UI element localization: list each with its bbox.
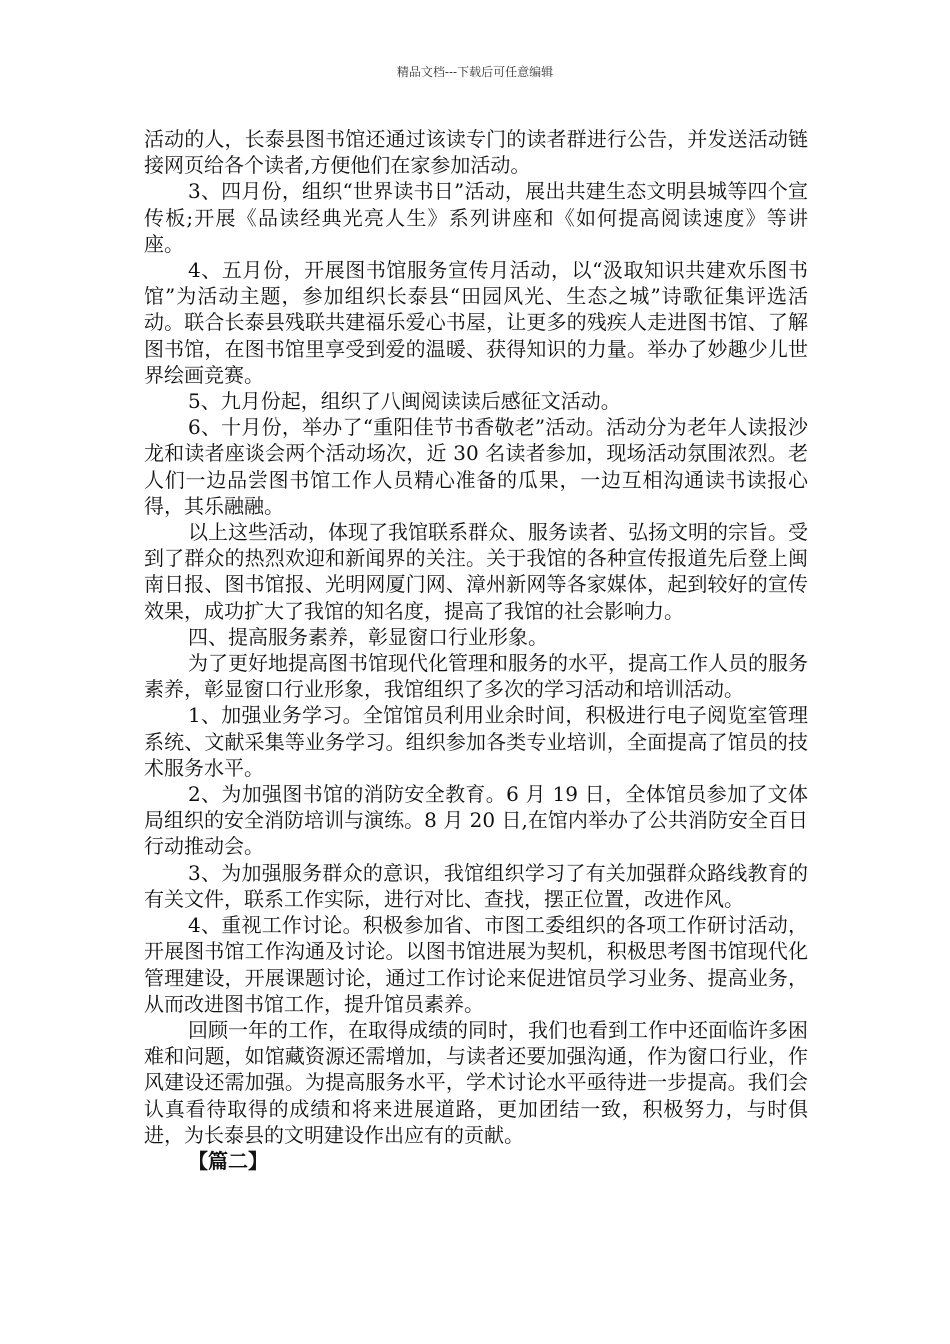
paragraph-work-discussion: 4、重视工作讨论。积极参加省、市图工委组织的各项工作研讨活动，开展图书馆工作沟通及讨论。以图书馆进展为契机，积极思考图书馆现代化管理建设，开展课题讨论，通过工作讨论来促进馆员学习业务、提高业务，从而改进图书馆工作，提升馆员素养。 — [144, 913, 808, 1016]
paragraph-continuation: 活动的人，长泰县图书馆还通过该读专门的读者群进行公告，并发送活动链接网页给各个读者,方便他们在家参加活动。 — [144, 127, 808, 178]
paragraph-fire-safety: 2、为加强图书馆的消防安全教育。6 月 19 日，全体馆员参加了文体局组织的安全消防培训与演练。8 月 20 日,在馆内举办了公共消防安全百日行动推动会。 — [144, 782, 808, 859]
paragraph-mass-line: 3、为加强服务群众的意识，我馆组织学习了有关加强群众路线教育的有关文件，联系工作实际，进行对比、查找，摆正位置，改进作风。 — [144, 860, 808, 911]
section-heading-four: 四、提高服务素养，彰显窗口行业形象。 — [188, 624, 548, 649]
paragraph-september-activity: 5、九月份起，组织了八闽阅读读后感征文活动。 — [188, 389, 621, 414]
paragraph-review: 回顾一年的工作，在取得成绩的同时，我们也看到工作中还面临许多困难和问题，如馆藏资源还需增加，与读者还要加强沟通，作为窗口行业，作风建设还需加强。为提高服务水平，学术讨论水平亟待进一步提高。我们会认真看待取得的成绩和将来进展道路，更加团结一致，积极努力，与时俱进，为长泰县的文明建设作出应有的贡献。 — [144, 1017, 808, 1147]
paragraph-october-activity: 6、十月份，举办了“重阳佳节书香敬老”活动。活动分为老年人读报沙龙和读者座谈会两个活动场次，近 30 名读者参加，现场活动氛围浓烈。老人们一边品尝图书馆工作人员精心准备的瓜果，一边互相沟通读书读报心得，其乐融融。 — [144, 415, 808, 518]
paragraph-may-activity: 4、五月份，开展图书馆服务宣传月活动，以“汲取知识共建欢乐图书馆”为活动主题，参加组织长泰县“田园风光、生态之城”诗歌征集评选活动。联合长泰县残联共建福乐爱心书屋，让更多的残疾人走进图书馆、了解图书馆，在图书馆里享受到爱的温暖、获得知识的力量。举办了妙趣少儿世界绘画竞赛。 — [144, 258, 808, 387]
paragraph-service-intro: 为了更好地提高图书馆现代化管理和服务的水平，提高工作人员的服务素养，彰显窗口行业形象，我馆组织了多次的学习活动和培训活动。 — [144, 651, 808, 702]
document-body — [144, 126, 808, 1174]
paragraph-activities-summary: 以上这些活动，体现了我馆联系群众、服务读者、弘扬文明的宗旨。受到了群众的热烈欢迎和新闻界的关注。关于我馆的各种宣传报道先后登上闽南日报、图书馆报、光明网厦门网、漳州新网等各家媒体，起到较好的宣传效果，成功扩大了我馆的知名度，提高了我馆的社会影响力。 — [144, 520, 808, 623]
paragraph-business-study: 1、加强业务学习。全馆馆员利用业余时间，积极进行电子阅览室管理系统、文献采集等业务学习。组织参加各类专业培训，全面提高了馆员的技术服务水平。 — [144, 703, 808, 780]
page-header: 精品文档---下载后可任意编辑 — [396, 65, 554, 79]
paragraph-april-activity: 3、四月份，组织“世界读书日”活动，展出共建生态文明县城等四个宣传板;开展《品读经典光亮人生》系列讲座和《如何提高阅读速度》等讲座。 — [144, 179, 808, 256]
section-title-part-two: 【篇二】 — [188, 1148, 268, 1173]
